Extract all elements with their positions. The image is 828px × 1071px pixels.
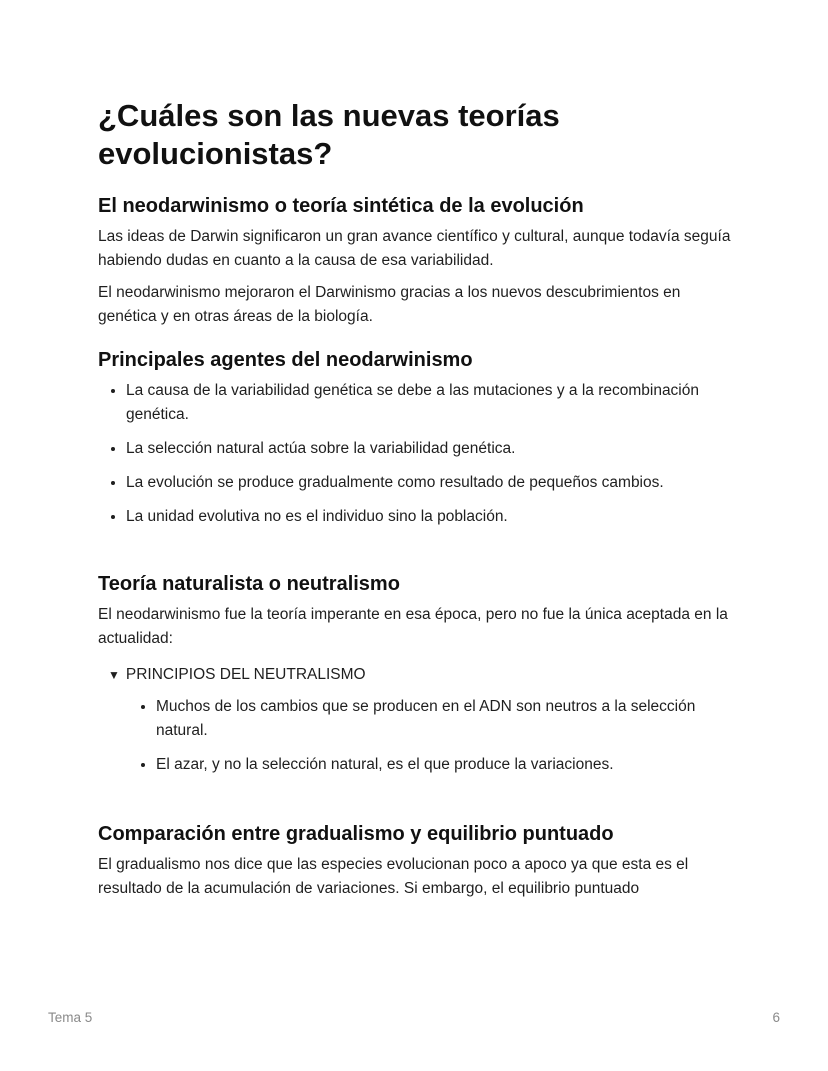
list-item: • La causa de la variabilidad genética se debe a las mutaciones y a la recombinación genética. [126,379,738,427]
toggle-label: PRINCIPIOS DEL NEUTRALISMO [125,666,366,683]
section-heading: Teoría naturalista o neutralismo [98,573,400,595]
list-item: • La unidad evolutiva no es el individuo sino la población. [126,505,738,529]
footer-title: Tema 5 [48,1010,93,1025]
toggle-principios[interactable] [108,663,738,687]
list-item: • La evolución se produce gradualmente como resultado de pequeños cambios. [126,471,738,495]
bullet-list [98,379,738,529]
section-heading: Comparación entre gradualismo y equilibrio puntuado [98,823,614,845]
section-heading: Principales agentes del neodarwinismo [98,349,473,371]
list-item: • La selección natural actúa sobre la variabilidad genética. [126,437,738,461]
section-neodarwinismo [98,193,738,329]
toggle-triangle-icon[interactable]: ▼ [108,668,120,682]
list-item: • El azar, y no la selección natural, es el que produce la variaciones. [156,753,738,777]
page-number: 6 [772,1010,780,1025]
paragraph: El gradualismo nos dice que las especies evolucionan poco a apoco ya que esta es el resultado de la acumulación de variaciones. Si embargo, el equilibrio puntuado [98,856,689,897]
paragraph: Las ideas de Darwin significaron un gran avance científico y cultural, aunque todavía seguía habiendo dudas en cuanto a la causa de esa variabilidad. [98,228,731,269]
paragraph: El neodarwinismo mejoraron el Darwinismo gracias a los nuevos descubrimientos en genética y en otras áreas de la biología. [98,284,681,325]
list-item: • Muchos de los cambios que se producen en el ADN son neutros a la selección natural. [156,695,738,743]
section-agentes [98,347,738,529]
toggle-content-list [98,695,738,777]
paragraph: El neodarwinismo fue la teoría imperante en esa época, pero no fue la única aceptada en la actualidad: [98,606,728,647]
page-content [98,97,738,909]
page-title: ¿Cuáles son las nuevas teorías evolucionistas? [98,98,560,171]
section-heading: El neodarwinismo o teoría sintética de la evolución [98,195,584,217]
section-neutralismo [98,571,738,777]
section-comparacion [98,821,738,901]
